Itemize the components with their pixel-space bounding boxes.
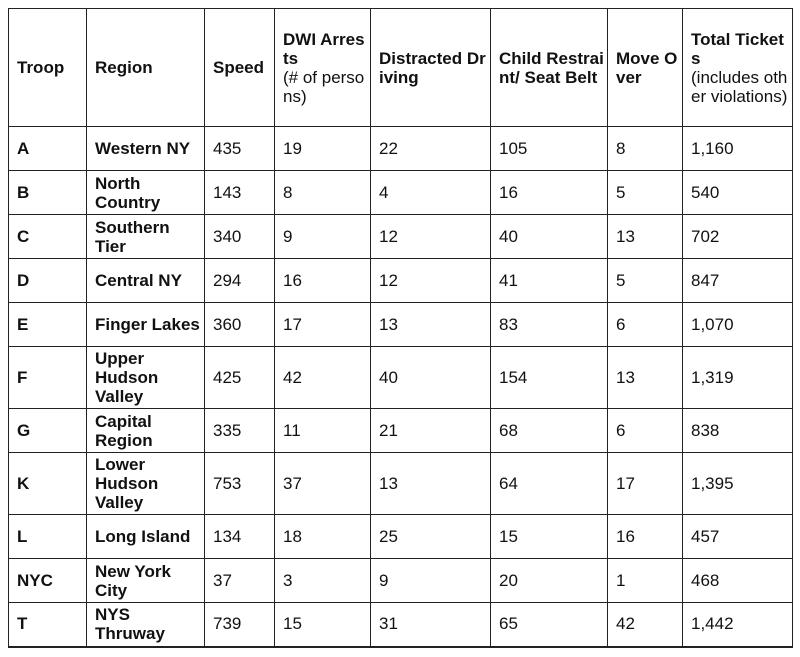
- table-row: [9, 559, 793, 603]
- cell-troop: B: [9, 171, 87, 215]
- cell-child-restraint: 83: [491, 303, 608, 347]
- table-row: [9, 215, 793, 259]
- cell-troop: A: [9, 127, 87, 171]
- cell-child-restraint: 40: [491, 215, 608, 259]
- table-row: [9, 603, 793, 647]
- cell-troop: G: [9, 409, 87, 453]
- cell-troop: D: [9, 259, 87, 303]
- cell-speed: 425: [205, 347, 275, 409]
- table-row: [9, 171, 793, 215]
- cell-troop: C: [9, 215, 87, 259]
- cell-region: Capital Region: [87, 409, 205, 453]
- cell-child-restraint: 68: [491, 409, 608, 453]
- table-row: [9, 515, 793, 559]
- cell-distracted: 40: [371, 347, 491, 409]
- cell-troop: K: [9, 453, 87, 515]
- cell-troop: L: [9, 515, 87, 559]
- cell-move-over: 17: [608, 453, 683, 515]
- cell-troop: F: [9, 347, 87, 409]
- cell-region: New York City: [87, 559, 205, 603]
- cell-speed: 739: [205, 603, 275, 647]
- cell-move-over: 8: [608, 127, 683, 171]
- header-row: [9, 9, 793, 127]
- cell-speed: 335: [205, 409, 275, 453]
- cell-distracted: 22: [371, 127, 491, 171]
- cell-speed: 134: [205, 515, 275, 559]
- cell-troop: E: [9, 303, 87, 347]
- cell-total: 838: [683, 409, 793, 453]
- cell-child-restraint: 41: [491, 259, 608, 303]
- header-dwi-label: DWI Arrests: [283, 29, 365, 68]
- cell-move-over: 16: [608, 515, 683, 559]
- cell-dwi: 18: [275, 515, 371, 559]
- cell-dwi: 17: [275, 303, 371, 347]
- cell-speed: 37: [205, 559, 275, 603]
- cell-total: 540: [683, 171, 793, 215]
- header-total: [683, 9, 793, 127]
- cell-dwi: 3: [275, 559, 371, 603]
- cell-speed: 143: [205, 171, 275, 215]
- cell-total: 702: [683, 215, 793, 259]
- cell-dwi: 19: [275, 127, 371, 171]
- cell-speed: 340: [205, 215, 275, 259]
- cell-distracted: 13: [371, 453, 491, 515]
- cell-total: 1,070: [683, 303, 793, 347]
- cell-distracted: 12: [371, 215, 491, 259]
- cell-speed: 360: [205, 303, 275, 347]
- cell-region: Long Island: [87, 515, 205, 559]
- table-row: [9, 303, 793, 347]
- cell-move-over: 13: [608, 215, 683, 259]
- cell-troop: T: [9, 603, 87, 647]
- cell-total: 1,160: [683, 127, 793, 171]
- cell-region: Southern Tier: [87, 215, 205, 259]
- cell-move-over: 6: [608, 303, 683, 347]
- enforcement-results-table: [8, 8, 793, 648]
- cell-child-restraint: 154: [491, 347, 608, 409]
- cell-speed: 294: [205, 259, 275, 303]
- cell-dwi: 8: [275, 171, 371, 215]
- cell-total: 847: [683, 259, 793, 303]
- cell-dwi: 16: [275, 259, 371, 303]
- header-distracted: Distracted Driving: [371, 9, 491, 127]
- cell-speed: 753: [205, 453, 275, 515]
- header-move-over: Move Over: [608, 9, 683, 127]
- cell-total: 1,319: [683, 347, 793, 409]
- cell-region: North Country: [87, 171, 205, 215]
- cell-dwi: 11: [275, 409, 371, 453]
- cell-dwi: 42: [275, 347, 371, 409]
- cell-region: Central NY: [87, 259, 205, 303]
- cell-dwi: 37: [275, 453, 371, 515]
- table-row: [9, 347, 793, 409]
- cell-distracted: 9: [371, 559, 491, 603]
- cell-region: NYS Thruway: [87, 603, 205, 647]
- cell-dwi: 15: [275, 603, 371, 647]
- header-child-restraint: Child Restraint/ Seat Belt: [491, 9, 608, 127]
- cell-distracted: 4: [371, 171, 491, 215]
- cell-distracted: 21: [371, 409, 491, 453]
- cell-distracted: 31: [371, 603, 491, 647]
- cell-total: 1,442: [683, 603, 793, 647]
- cell-distracted: 13: [371, 303, 491, 347]
- header-total-label: Total Tickets: [691, 29, 784, 68]
- cell-child-restraint: 65: [491, 603, 608, 647]
- cell-move-over: 5: [608, 171, 683, 215]
- table-row: [9, 409, 793, 453]
- cell-distracted: 12: [371, 259, 491, 303]
- cell-child-restraint: 15: [491, 515, 608, 559]
- header-troop: Troop: [9, 9, 87, 127]
- cell-region: Finger Lakes: [87, 303, 205, 347]
- header-speed: Speed: [205, 9, 275, 127]
- header-dwi: [275, 9, 371, 127]
- cell-move-over: 42: [608, 603, 683, 647]
- cell-child-restraint: 20: [491, 559, 608, 603]
- cell-dwi: 9: [275, 215, 371, 259]
- cell-total: 457: [683, 515, 793, 559]
- cell-move-over: 5: [608, 259, 683, 303]
- cell-troop: NYC: [9, 559, 87, 603]
- cell-move-over: 6: [608, 409, 683, 453]
- header-dwi-note: (# of persons): [283, 67, 365, 106]
- cell-move-over: 13: [608, 347, 683, 409]
- cell-child-restraint: 105: [491, 127, 608, 171]
- table-body: [9, 127, 793, 647]
- cell-region: Upper Hudson Valley: [87, 347, 205, 409]
- header-region: Region: [87, 9, 205, 127]
- cell-region: Western NY: [87, 127, 205, 171]
- table-header: [9, 9, 793, 127]
- cell-total: 1,395: [683, 453, 793, 515]
- cell-move-over: 1: [608, 559, 683, 603]
- cell-speed: 435: [205, 127, 275, 171]
- cell-distracted: 25: [371, 515, 491, 559]
- header-total-note: (includes other violations): [691, 67, 788, 106]
- table-row: [9, 453, 793, 515]
- cell-child-restraint: 16: [491, 171, 608, 215]
- table-row: [9, 127, 793, 171]
- cell-child-restraint: 64: [491, 453, 608, 515]
- table-row: [9, 259, 793, 303]
- cell-total: 468: [683, 559, 793, 603]
- cell-region: Lower Hudson Valley: [87, 453, 205, 515]
